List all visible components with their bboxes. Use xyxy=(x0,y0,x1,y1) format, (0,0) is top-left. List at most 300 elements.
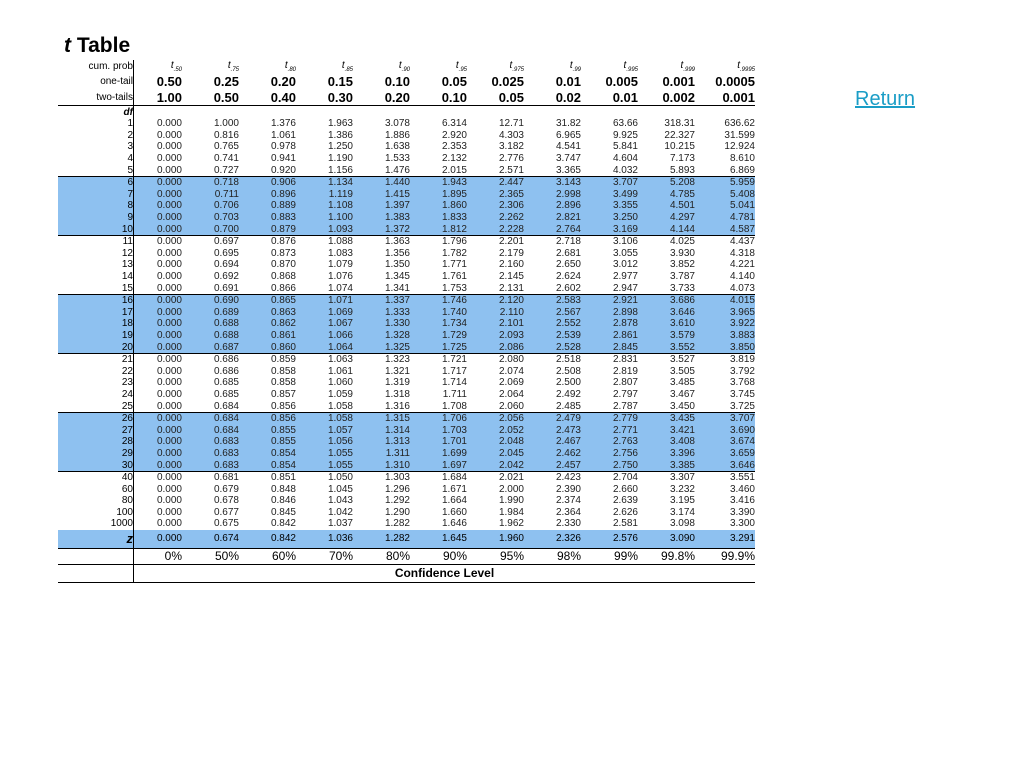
critical-value: 1.314 xyxy=(353,424,410,436)
critical-value: 0.685 xyxy=(213,388,239,400)
critical-value: 2.160 xyxy=(498,259,524,271)
confidence-cell: 99.9% xyxy=(720,549,755,564)
empty-cell xyxy=(410,106,467,119)
critical-value: 0.868 xyxy=(270,271,296,283)
df-value: 9 xyxy=(58,212,134,224)
table-row xyxy=(58,365,755,377)
critical-value: 2.567 xyxy=(524,307,581,319)
critical-value: 3.390 xyxy=(729,506,755,518)
critical-value: 0.000 xyxy=(134,212,183,224)
critical-value: 0.688 xyxy=(182,318,239,330)
df-value: 19 xyxy=(58,330,134,342)
critical-value: 0.000 xyxy=(134,330,183,342)
two-tails-cell: 0.50 xyxy=(182,89,239,106)
critical-value: 2.528 xyxy=(524,341,581,353)
critical-value: 1.108 xyxy=(296,200,353,212)
critical-value: 2.473 xyxy=(524,424,581,436)
critical-value: 2.353 xyxy=(441,141,467,153)
critical-value: 4.032 xyxy=(581,164,638,176)
title-text: Table xyxy=(76,34,131,57)
confidence-cell: 70% xyxy=(328,549,353,564)
one-tail-cell: 0.50 xyxy=(156,73,182,89)
empty-cell xyxy=(134,106,183,119)
critical-value: 2.048 xyxy=(467,436,524,448)
critical-value: 1.315 xyxy=(353,412,410,424)
one-tail-cell: 0.0005 xyxy=(715,73,755,89)
critical-value: 1.895 xyxy=(410,189,467,201)
empty-cell xyxy=(638,106,695,119)
critical-value: 1.321 xyxy=(384,365,410,377)
critical-value: 3.174 xyxy=(669,506,695,518)
two-tails-cell: 0.40 xyxy=(239,89,296,106)
critical-value: 2.787 xyxy=(581,400,638,412)
table-row xyxy=(58,471,755,483)
cum-prob-cell xyxy=(524,60,581,73)
two-tails-cell: 0.20 xyxy=(353,89,410,106)
critical-value: 1.296 xyxy=(384,483,410,495)
critical-value: 1.833 xyxy=(410,212,467,224)
t-symbol: t xyxy=(227,60,231,71)
critical-value: 2.131 xyxy=(467,282,524,294)
t-symbol: t xyxy=(509,60,513,71)
critical-value: 0.000 xyxy=(156,271,182,283)
critical-value: 1.061 xyxy=(270,129,296,141)
critical-value: 2.485 xyxy=(524,400,581,412)
t-symbol: t xyxy=(341,60,345,71)
df-value: 29 xyxy=(58,448,134,460)
z-value: 3.291 xyxy=(695,530,755,549)
confidence-row xyxy=(58,548,755,564)
critical-value: 1.319 xyxy=(384,377,410,389)
table-row xyxy=(58,307,755,319)
critical-value: 1.708 xyxy=(410,400,467,412)
critical-value: 2.457 xyxy=(524,459,581,471)
t-subscript: .90 xyxy=(401,67,410,73)
critical-value: 0.000 xyxy=(156,365,182,377)
one-tail-cell: 0.001 xyxy=(662,73,695,89)
cum-prob-cell xyxy=(134,60,183,73)
critical-value: 2.015 xyxy=(410,164,467,176)
critical-value: 4.025 xyxy=(669,236,695,248)
critical-value: 3.435 xyxy=(638,412,695,424)
critical-value: 2.201 xyxy=(498,236,524,248)
critical-value: 2.896 xyxy=(524,200,581,212)
critical-value: 1.962 xyxy=(498,518,524,530)
critical-value: 0.000 xyxy=(134,176,183,188)
critical-value: 0.765 xyxy=(213,141,239,153)
table-row xyxy=(58,294,755,306)
critical-value: 1.057 xyxy=(296,424,353,436)
df-value: 10 xyxy=(58,223,134,235)
critical-value: 2.056 xyxy=(467,412,524,424)
critical-value: 0.870 xyxy=(270,259,296,271)
critical-value: 2.718 xyxy=(555,236,581,248)
critical-value: 3.707 xyxy=(695,412,755,424)
critical-value: 4.541 xyxy=(555,141,581,153)
critical-value: 0.000 xyxy=(134,189,183,201)
critical-value: 1.990 xyxy=(498,495,524,507)
two-tails-label: two-tails xyxy=(58,89,134,106)
critical-value: 2.947 xyxy=(581,282,638,294)
z-value: 0.000 xyxy=(134,530,183,549)
critical-value: 2.681 xyxy=(555,247,581,259)
critical-value: 2.581 xyxy=(612,518,638,530)
critical-value: 1.943 xyxy=(410,176,467,188)
critical-value: 2.626 xyxy=(612,506,638,518)
critical-value: 1.050 xyxy=(327,472,353,484)
table-row xyxy=(58,212,755,224)
critical-value: 5.893 xyxy=(638,164,695,176)
critical-value: 1.638 xyxy=(384,141,410,153)
critical-value: 4.318 xyxy=(729,247,755,259)
critical-value: 0.000 xyxy=(156,259,182,271)
critical-value: 1.292 xyxy=(384,495,410,507)
critical-value: 0.000 xyxy=(134,318,183,330)
critical-value: 3.792 xyxy=(729,365,755,377)
confidence-cell: 0% xyxy=(164,549,182,564)
z-value: 1.036 xyxy=(296,530,353,549)
critical-value: 0.859 xyxy=(270,354,296,366)
table-row xyxy=(58,495,755,507)
critical-value: 1.860 xyxy=(410,200,467,212)
critical-value: 0.741 xyxy=(213,153,239,165)
critical-value: 4.587 xyxy=(695,223,755,235)
critical-value: 0.860 xyxy=(239,341,296,353)
df-value: 27 xyxy=(58,424,134,436)
df-value: 15 xyxy=(58,282,134,294)
critical-value: 1.697 xyxy=(410,459,467,471)
critical-value: 0.692 xyxy=(213,271,239,283)
critical-value: 1.037 xyxy=(327,518,353,530)
critical-value: 0.000 xyxy=(156,388,182,400)
critical-value: 0.854 xyxy=(239,459,296,471)
critical-value: 1.055 xyxy=(296,459,353,471)
critical-value: 2.145 xyxy=(498,271,524,283)
critical-value: 3.922 xyxy=(695,318,755,330)
critical-value: 3.421 xyxy=(638,424,695,436)
empty-cell xyxy=(524,106,581,119)
two-tails-row xyxy=(58,89,755,106)
critical-value: 0.000 xyxy=(156,518,182,530)
critical-value: 3.686 xyxy=(638,294,695,306)
critical-value: 0.689 xyxy=(182,307,239,319)
critical-value: 1.711 xyxy=(442,388,467,400)
table-row xyxy=(58,353,755,365)
critical-value: 1.093 xyxy=(296,223,353,235)
critical-value: 0.889 xyxy=(239,200,296,212)
critical-value: 1.190 xyxy=(327,153,353,165)
critical-value: 3.467 xyxy=(669,388,695,400)
df-value: 30 xyxy=(58,459,134,471)
return-link[interactable]: Return xyxy=(855,88,916,110)
critical-value: 0.865 xyxy=(239,294,296,306)
one-tail-row xyxy=(58,73,755,89)
critical-value: 2.492 xyxy=(555,388,581,400)
critical-value: 0.879 xyxy=(239,223,296,235)
critical-value: 2.898 xyxy=(581,307,638,319)
table-row xyxy=(58,330,755,342)
critical-value: 3.659 xyxy=(695,448,755,460)
critical-value: 3.850 xyxy=(695,341,755,353)
critical-value: 2.479 xyxy=(524,412,581,424)
critical-value: 1.684 xyxy=(441,472,467,484)
title-t-letter: t xyxy=(64,34,71,57)
critical-value: 1.250 xyxy=(327,141,353,153)
critical-value: 1.721 xyxy=(441,354,467,366)
critical-value: 0.684 xyxy=(182,424,239,436)
table-row xyxy=(58,436,755,448)
critical-value: 0.000 xyxy=(156,141,182,153)
critical-value: 0.855 xyxy=(239,424,296,436)
table-row xyxy=(58,282,755,294)
critical-value: 2.500 xyxy=(555,377,581,389)
critical-value: 1.056 xyxy=(296,436,353,448)
critical-value: 3.055 xyxy=(612,247,638,259)
t-subscript: .9995 xyxy=(739,67,755,73)
df-value: 28 xyxy=(58,436,134,448)
critical-value: 63.66 xyxy=(612,118,638,130)
critical-value: 1.323 xyxy=(384,354,410,366)
footer-left xyxy=(58,564,134,582)
critical-value: 1.071 xyxy=(296,294,353,306)
critical-value: 0.000 xyxy=(134,400,183,412)
page-title xyxy=(64,34,130,58)
critical-value: 0.906 xyxy=(239,176,296,188)
critical-value: 1.812 xyxy=(410,223,467,235)
t-subscript: .99 xyxy=(572,67,581,73)
critical-value: 4.785 xyxy=(638,189,695,201)
critical-value: 1.058 xyxy=(296,400,353,412)
two-tails-cell: 0.02 xyxy=(524,89,581,106)
t-symbol: t xyxy=(569,60,573,71)
cum-prob-cell xyxy=(296,60,353,73)
critical-value: 2.763 xyxy=(581,436,638,448)
critical-value: 1.318 xyxy=(384,388,410,400)
table-row xyxy=(58,507,755,519)
critical-value: 3.733 xyxy=(638,282,695,294)
critical-value: 2.807 xyxy=(612,377,638,389)
critical-value: 3.307 xyxy=(669,472,695,484)
critical-value: 1.725 xyxy=(410,341,467,353)
critical-value: 0.856 xyxy=(239,400,296,412)
df-label: df xyxy=(58,106,134,119)
critical-value: 4.221 xyxy=(729,259,755,271)
critical-value: 1.699 xyxy=(410,448,467,460)
critical-value: 3.674 xyxy=(695,436,755,448)
critical-value: 0.677 xyxy=(213,506,239,518)
critical-value: 3.365 xyxy=(524,164,581,176)
table-row xyxy=(58,424,755,436)
cum-prob-cell xyxy=(353,60,410,73)
cum-prob-cell xyxy=(638,60,695,73)
critical-value: 0.678 xyxy=(213,495,239,507)
critical-value: 1.079 xyxy=(327,259,353,271)
critical-value: 1.303 xyxy=(384,472,410,484)
critical-value: 3.930 xyxy=(669,247,695,259)
critical-value: 3.505 xyxy=(669,365,695,377)
critical-value: 2.921 xyxy=(581,294,638,306)
t-symbol: t xyxy=(680,60,684,71)
table-row xyxy=(58,459,755,471)
critical-value: 0.842 xyxy=(270,518,296,530)
critical-value: 3.385 xyxy=(638,459,695,471)
df-value: 5 xyxy=(58,164,134,176)
critical-value: 2.052 xyxy=(467,424,524,436)
critical-value: 2.539 xyxy=(524,330,581,342)
critical-value: 0.000 xyxy=(156,236,182,248)
critical-value: 1.671 xyxy=(441,483,467,495)
critical-value: 1.058 xyxy=(296,412,353,424)
critical-value: 0.690 xyxy=(182,294,239,306)
critical-value: 1.701 xyxy=(410,436,467,448)
critical-value: 2.330 xyxy=(555,518,581,530)
critical-value: 5.841 xyxy=(612,141,638,153)
critical-value: 1.984 xyxy=(498,506,524,518)
t-symbol: t xyxy=(398,60,402,71)
confidence-cell: 60% xyxy=(271,549,296,564)
critical-value: 1.311 xyxy=(353,448,410,460)
critical-value: 0.848 xyxy=(270,483,296,495)
critical-value: 2.080 xyxy=(498,354,524,366)
critical-value: 1.886 xyxy=(384,129,410,141)
critical-value: 0.000 xyxy=(134,282,183,294)
critical-value: 4.073 xyxy=(695,282,755,294)
critical-value: 0.873 xyxy=(270,247,296,259)
t-subscript: .999 xyxy=(683,67,695,73)
confidence-level-label: Confidence Level xyxy=(134,564,756,582)
critical-value: 2.878 xyxy=(581,318,638,330)
critical-value: 0.683 xyxy=(182,459,239,471)
critical-value: 1.067 xyxy=(296,318,353,330)
critical-value: 0.000 xyxy=(156,129,182,141)
t-subscript: .50 xyxy=(173,67,182,73)
critical-value: 3.747 xyxy=(555,153,581,165)
critical-value: 1.059 xyxy=(327,388,353,400)
cum-prob-label: cum. prob xyxy=(58,60,134,73)
critical-value: 0.000 xyxy=(134,341,183,353)
cum-prob-cell xyxy=(467,60,524,73)
critical-value: 1.350 xyxy=(384,259,410,271)
table-row xyxy=(58,189,755,201)
critical-value: 0.000 xyxy=(134,424,183,436)
critical-value: 3.232 xyxy=(669,483,695,495)
critical-value: 1.703 xyxy=(410,424,467,436)
critical-value: 1.383 xyxy=(353,212,410,224)
critical-value: 2.861 xyxy=(581,330,638,342)
critical-value: 5.959 xyxy=(695,176,755,188)
critical-value: 0.856 xyxy=(239,412,296,424)
cum-prob-cell xyxy=(239,60,296,73)
empty-cell xyxy=(695,106,755,119)
critical-value: 1.386 xyxy=(327,129,353,141)
critical-value: 3.499 xyxy=(581,189,638,201)
two-tails-cell: 0.05 xyxy=(467,89,524,106)
critical-value: 1.476 xyxy=(353,164,410,176)
t-subscript: .75 xyxy=(230,67,239,73)
critical-value: 1.415 xyxy=(353,189,410,201)
critical-value: 0.000 xyxy=(156,506,182,518)
critical-value: 0.000 xyxy=(134,223,183,235)
critical-value: 1.363 xyxy=(384,236,410,248)
critical-value: 0.000 xyxy=(156,483,182,495)
df-value: 12 xyxy=(58,248,134,260)
critical-value: 3.787 xyxy=(669,271,695,283)
critical-value: 3.965 xyxy=(695,307,755,319)
critical-value: 3.646 xyxy=(638,307,695,319)
critical-value: 0.896 xyxy=(239,189,296,201)
critical-value: 3.768 xyxy=(729,377,755,389)
critical-value: 3.195 xyxy=(669,495,695,507)
critical-value: 0.695 xyxy=(213,247,239,259)
critical-value: 2.462 xyxy=(524,448,581,460)
z-value: 0.842 xyxy=(239,530,296,549)
t-subscript: .85 xyxy=(344,67,353,73)
critical-value: 3.396 xyxy=(638,448,695,460)
critical-value: 1.341 xyxy=(353,282,410,294)
critical-value: 2.390 xyxy=(555,483,581,495)
critical-value: 0.684 xyxy=(182,400,239,412)
df-value: 26 xyxy=(58,412,134,424)
critical-value: 1.282 xyxy=(384,518,410,530)
t-subscript: .95 xyxy=(458,67,467,73)
critical-value: 0.694 xyxy=(213,259,239,271)
z-label: z xyxy=(58,530,134,549)
critical-value: 1.533 xyxy=(384,153,410,165)
critical-value: 5.408 xyxy=(695,189,755,201)
critical-value: 1.061 xyxy=(327,365,353,377)
critical-value: 3.579 xyxy=(638,330,695,342)
critical-value: 0.876 xyxy=(270,236,296,248)
df-value: 25 xyxy=(58,400,134,412)
critical-value: 0.687 xyxy=(182,341,239,353)
critical-value: 3.143 xyxy=(524,176,581,188)
critical-value: 1.045 xyxy=(327,483,353,495)
critical-value: 1.060 xyxy=(327,377,353,389)
table-row xyxy=(58,377,755,389)
critical-value: 4.140 xyxy=(729,271,755,283)
critical-value: 1.729 xyxy=(410,330,467,342)
critical-value: 3.450 xyxy=(638,400,695,412)
critical-value: 0.941 xyxy=(270,153,296,165)
critical-value: 1.356 xyxy=(384,247,410,259)
table-row xyxy=(58,318,755,330)
df-value: 16 xyxy=(58,294,134,306)
t-subscript: .80 xyxy=(287,67,296,73)
critical-value: 2.060 xyxy=(467,400,524,412)
critical-value: 0.000 xyxy=(156,247,182,259)
df-value: 24 xyxy=(58,389,134,401)
df-value: 14 xyxy=(58,271,134,283)
df-value: 13 xyxy=(58,259,134,271)
critical-value: 8.610 xyxy=(729,153,755,165)
critical-value: 1.076 xyxy=(327,271,353,283)
critical-value: 1.397 xyxy=(353,200,410,212)
critical-value: 1.055 xyxy=(296,448,353,460)
critical-value: 0.681 xyxy=(213,472,239,484)
table-row xyxy=(58,223,755,235)
critical-value: 1.074 xyxy=(296,282,353,294)
critical-value: 0.000 xyxy=(156,377,182,389)
table-row xyxy=(58,259,755,271)
table-row xyxy=(58,235,755,247)
df-value: 4 xyxy=(58,153,134,165)
df-value: 40 xyxy=(58,471,134,483)
critical-value: 2.467 xyxy=(524,436,581,448)
df-value: 1000 xyxy=(58,518,134,530)
critical-value: 2.831 xyxy=(612,354,638,366)
critical-value: 2.262 xyxy=(467,212,524,224)
critical-value: 0.862 xyxy=(239,318,296,330)
